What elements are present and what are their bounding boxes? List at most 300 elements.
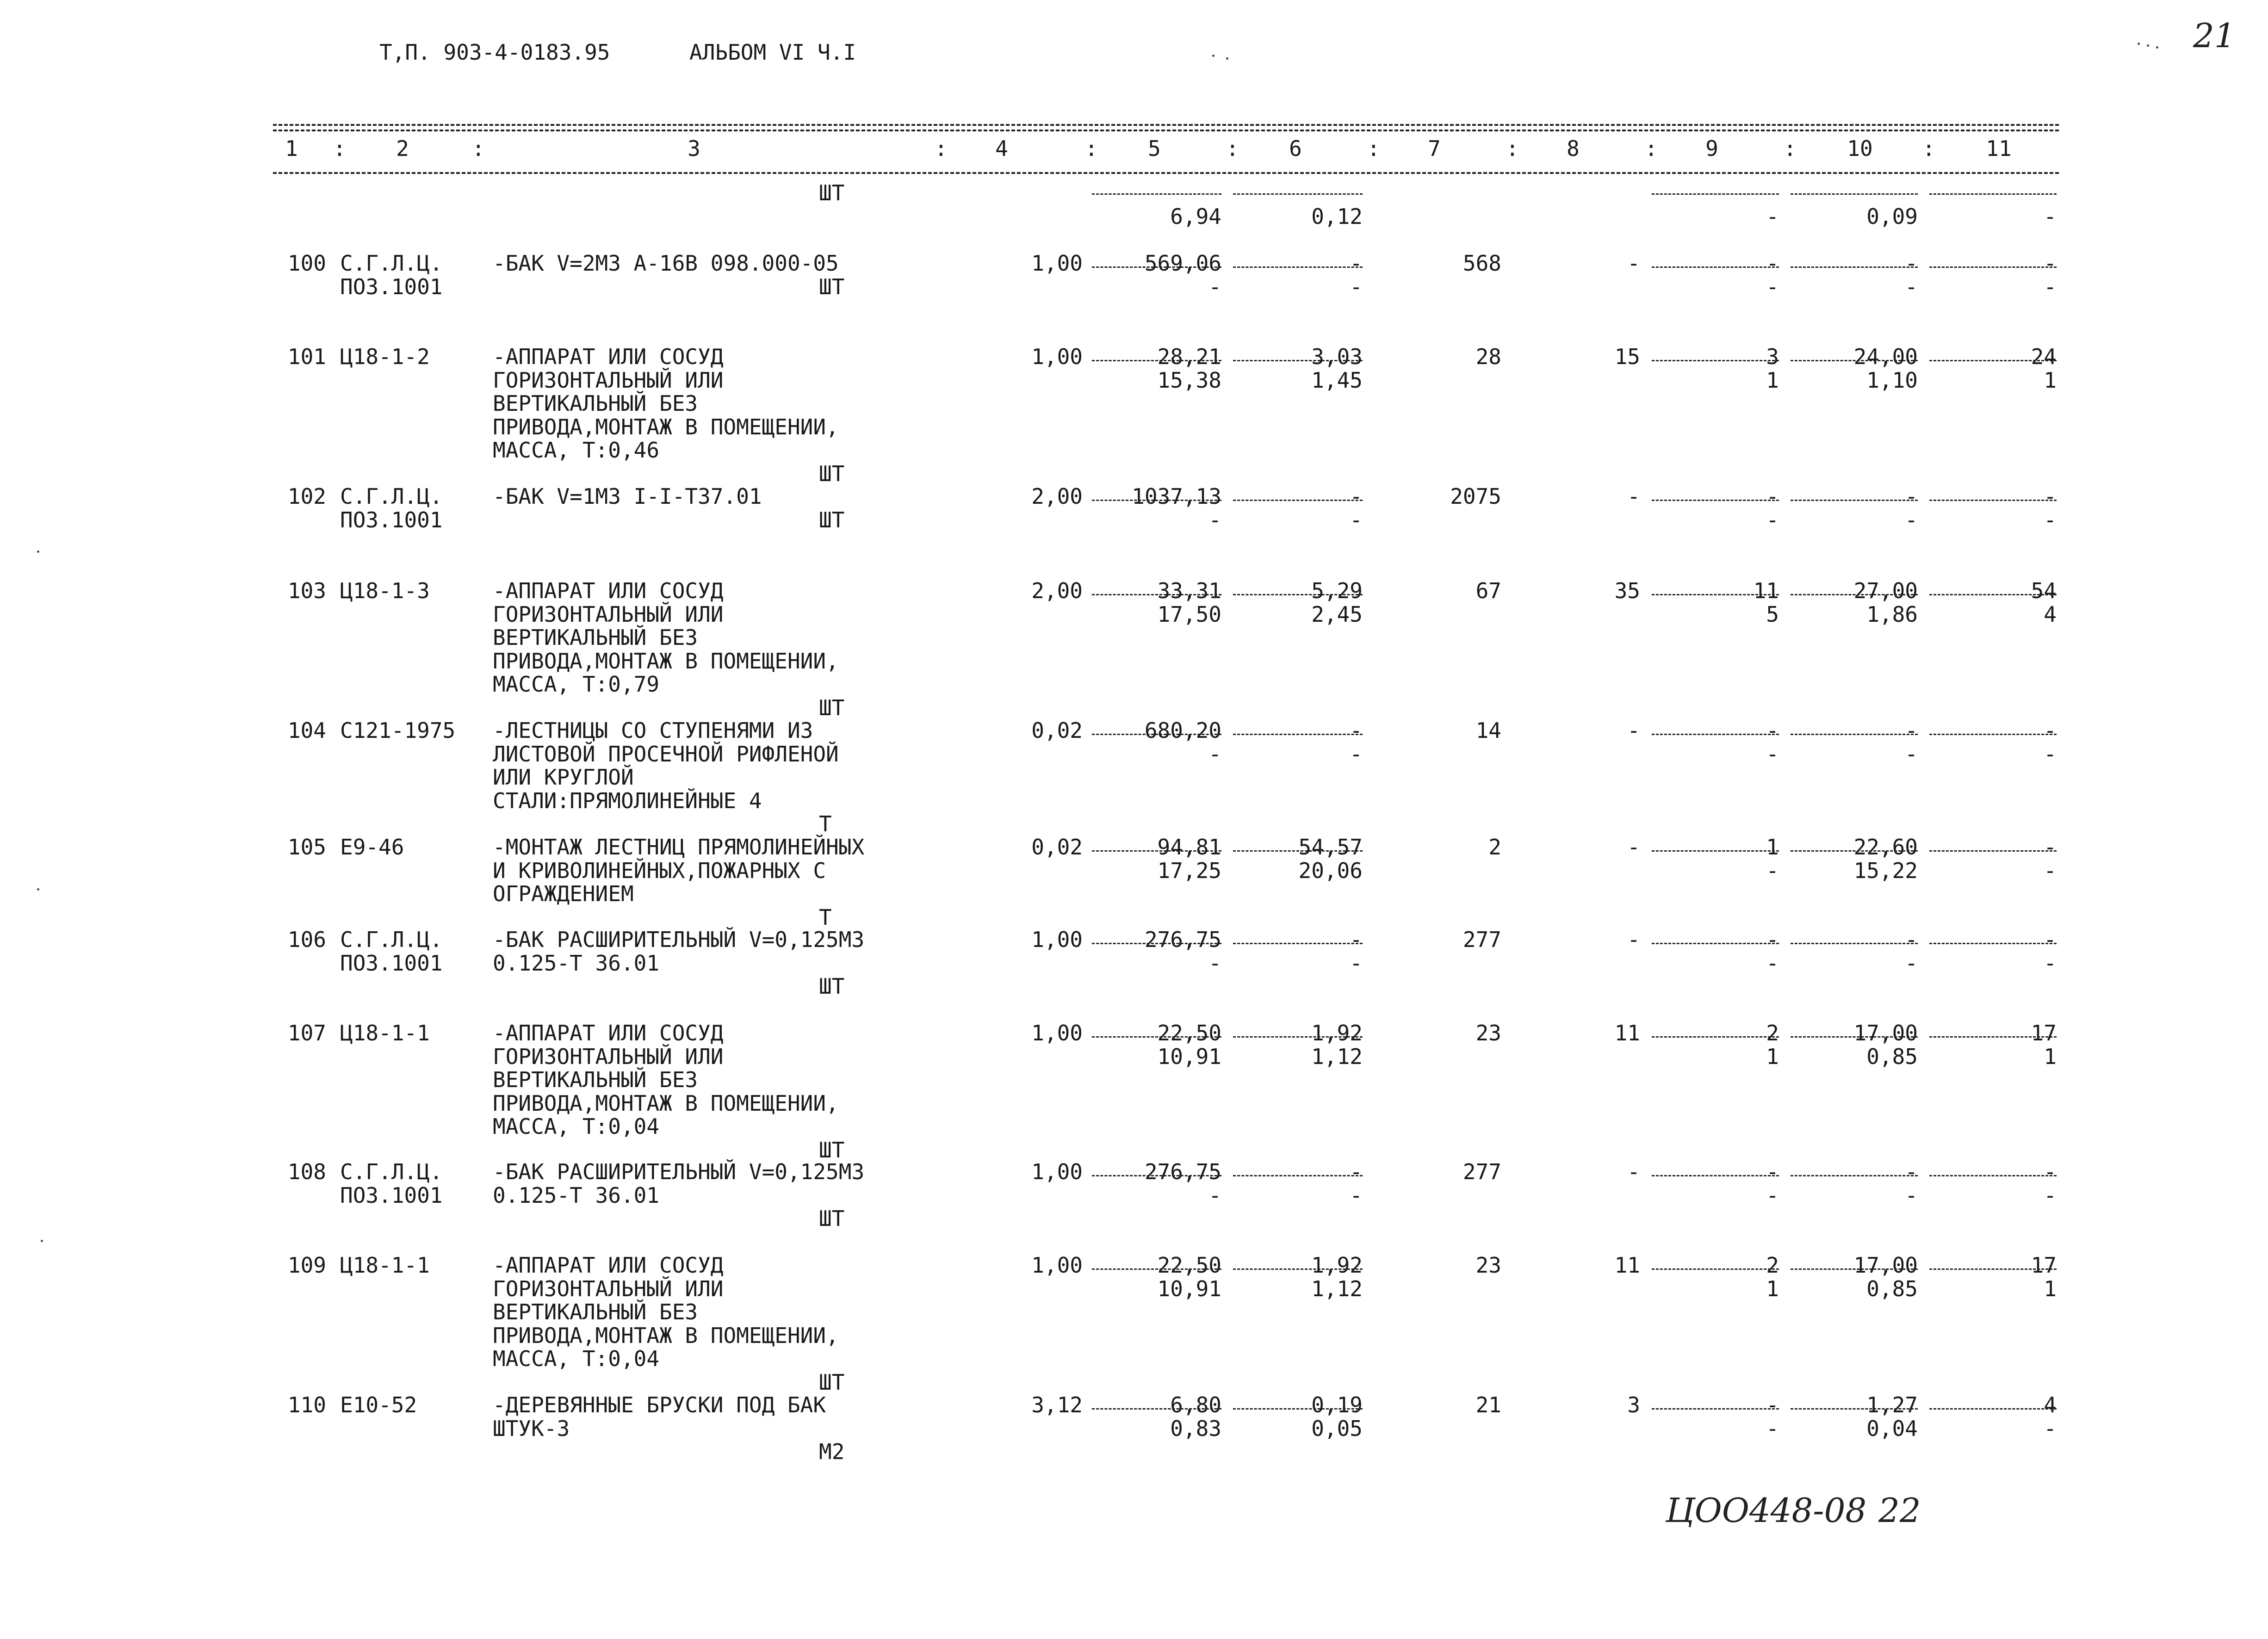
item-code: Ц18-1-3 xyxy=(340,578,430,603)
sub-divider xyxy=(1233,500,1363,501)
sub-divider xyxy=(1791,193,1918,195)
cell-col11-lower: - xyxy=(2044,204,2057,229)
item-code: Е10-52 xyxy=(340,1392,417,1417)
unit-label: Т xyxy=(819,811,832,836)
sub-divider xyxy=(1791,500,1918,501)
cell-col8: 15 xyxy=(1614,344,1640,369)
cell-col10-lower: - xyxy=(1905,1182,1918,1208)
item-description: ГОРИЗОНТАЛЬНЫЙ ИЛИ xyxy=(493,601,724,627)
cell-col8: - xyxy=(1627,484,1640,509)
cell-col6: - xyxy=(1350,251,1363,276)
cell-col10-lower: - xyxy=(1905,507,1918,532)
scan-speck xyxy=(2138,43,2140,45)
item-description: -БАК V=2М3 А-16В 098.000-05 xyxy=(493,251,839,276)
cell-col9: 3 xyxy=(1766,344,1779,369)
column-header: 8 xyxy=(1567,136,1580,161)
sub-divider xyxy=(1233,850,1363,852)
row-number: 109 xyxy=(287,1253,326,1278)
cell-col6-lower: - xyxy=(1350,274,1363,299)
cell-col5: 276,75 xyxy=(1144,1159,1221,1184)
row-number: 100 xyxy=(287,251,326,276)
sub-divider xyxy=(1092,943,1221,944)
column-header: 5 xyxy=(1148,136,1161,161)
cell-col10: - xyxy=(1905,251,1918,276)
sub-divider xyxy=(1791,1036,1918,1038)
quantity: 2,00 xyxy=(1031,484,1083,509)
column-separator: : xyxy=(1645,136,1658,161)
sub-divider xyxy=(1233,266,1363,268)
cell-col9-lower: - xyxy=(1766,1182,1779,1208)
unit-label: ШТ xyxy=(819,695,845,720)
item-code: С121-1975 xyxy=(340,718,456,743)
cell-col5-lower: 10,91 xyxy=(1157,1044,1221,1069)
sub-divider xyxy=(1929,1408,2057,1410)
cell-col5: 1037,13 xyxy=(1132,484,1221,509)
sub-divider xyxy=(1652,734,1779,735)
header-rule-top xyxy=(273,124,2059,126)
cell-col9: - xyxy=(1766,1159,1779,1184)
column-header: 10 xyxy=(1847,136,1873,161)
item-code: С.Г.Л.Ц. xyxy=(340,251,443,276)
sub-divider xyxy=(1791,1175,1918,1176)
quantity: 3,12 xyxy=(1031,1392,1083,1417)
scan-speck xyxy=(2156,46,2158,49)
cell-col6-lower: - xyxy=(1350,507,1363,532)
item-description: МАССА, Т:0,79 xyxy=(493,672,660,697)
cell-col9: - xyxy=(1766,1392,1779,1417)
item-description: ГОРИЗОНТАЛЬНЫЙ ИЛИ xyxy=(493,367,724,393)
cell-col6-lower: 0,12 xyxy=(1311,204,1363,229)
cell-col9: - xyxy=(1766,927,1779,952)
sub-divider xyxy=(1929,360,2057,361)
quantity: 1,00 xyxy=(1031,251,1083,276)
column-separator: : xyxy=(472,136,485,161)
cell-col9-lower: 1 xyxy=(1766,1276,1779,1301)
sub-divider xyxy=(1233,1408,1363,1410)
unit-label: ШТ xyxy=(819,507,845,532)
sub-divider xyxy=(1092,594,1221,595)
quantity: 1,00 xyxy=(1031,1253,1083,1278)
cell-col5: 6,80 xyxy=(1170,1392,1221,1417)
sub-divider xyxy=(1791,943,1918,944)
row-number: 101 xyxy=(287,344,326,369)
cell-col10-lower: 1,10 xyxy=(1866,367,1918,393)
cell-col10: 27,00 xyxy=(1853,578,1918,603)
cell-col11-lower: - xyxy=(2044,1416,2057,1441)
sub-divider xyxy=(1233,1268,1363,1270)
album-label: АЛЬБОМ VI Ч.I xyxy=(689,40,856,65)
column-header: 3 xyxy=(688,136,700,161)
column-separator: : xyxy=(1367,136,1380,161)
column-separator: : xyxy=(935,136,948,161)
cell-col10-lower: - xyxy=(1905,950,1918,976)
scan-speck xyxy=(37,550,39,553)
sub-divider xyxy=(1233,734,1363,735)
column-header: 9 xyxy=(1705,136,1718,161)
item-code: ПОЗ.1001 xyxy=(340,274,443,299)
item-description: СТАЛИ:ПРЯМОЛИНЕЙНЫЕ 4 xyxy=(493,788,762,813)
item-description: ВЕРТИКАЛЬНЫЙ БЕЗ xyxy=(493,1067,698,1092)
cell-col9: 11 xyxy=(1753,578,1779,603)
cell-col6: 3,03 xyxy=(1311,344,1363,369)
sub-divider xyxy=(1092,1175,1221,1176)
quantity: 1,00 xyxy=(1031,1021,1083,1045)
cell-col5: 28,21 xyxy=(1157,344,1221,369)
sub-divider xyxy=(1092,500,1221,501)
cell-col9-lower: - xyxy=(1766,507,1779,532)
cell-col9-lower: 5 xyxy=(1766,601,1779,627)
cell-col11-lower: 4 xyxy=(2044,601,2057,627)
quantity: 2,00 xyxy=(1031,578,1083,603)
unit-label: ШТ xyxy=(819,974,845,999)
unit-label: ШТ xyxy=(819,461,845,486)
cell-col11-lower: - xyxy=(2044,274,2057,299)
cell-col8: 11 xyxy=(1614,1253,1640,1278)
cell-col8: - xyxy=(1627,1159,1640,1184)
sub-divider xyxy=(1929,1175,2057,1176)
cell-col10-lower: 0,04 xyxy=(1866,1416,1918,1441)
sub-divider xyxy=(1929,1268,2057,1270)
cell-col6-lower: - xyxy=(1350,741,1363,767)
cell-col5-lower: - xyxy=(1208,1182,1221,1208)
footer-stamp: ЦОО448-08 xyxy=(1666,1491,1867,1530)
column-header: 6 xyxy=(1289,136,1302,161)
item-description: -АППАРАТ ИЛИ СОСУД xyxy=(493,1021,724,1045)
cell-col10-lower: 0,85 xyxy=(1866,1044,1918,1069)
cell-col9: - xyxy=(1766,251,1779,276)
cell-col9-lower: - xyxy=(1766,858,1779,883)
cell-col6: 5,29 xyxy=(1311,578,1363,603)
sub-divider xyxy=(1652,1036,1779,1038)
cell-col11: - xyxy=(2044,484,2057,509)
cell-col5-lower: 17,50 xyxy=(1157,601,1221,627)
sub-divider xyxy=(1092,360,1221,361)
sub-divider xyxy=(1092,193,1221,195)
column-header: 1 xyxy=(285,136,298,161)
cell-col6-lower: 1,12 xyxy=(1311,1044,1363,1069)
item-description: -ДЕРЕВЯННЫЕ БРУСКИ ПОД БАК xyxy=(493,1392,826,1417)
column-separator: : xyxy=(1922,136,1935,161)
sub-divider xyxy=(1092,266,1221,268)
row-number: 105 xyxy=(287,835,326,860)
cell-col11-lower: - xyxy=(2044,507,2057,532)
item-description: ВЕРТИКАЛЬНЫЙ БЕЗ xyxy=(493,1299,698,1324)
cell-col10: 17,00 xyxy=(1853,1021,1918,1045)
scan-speck xyxy=(41,1240,43,1242)
cell-col11: 24 xyxy=(2031,344,2057,369)
item-description: ГОРИЗОНТАЛЬНЫЙ ИЛИ xyxy=(493,1276,724,1301)
item-code: Ц18-1-1 xyxy=(340,1253,430,1278)
cell-col9-lower: - xyxy=(1766,950,1779,976)
row-number: 104 xyxy=(287,718,326,743)
item-description: -АППАРАТ ИЛИ СОСУД xyxy=(493,1253,724,1278)
cell-col6: 0,19 xyxy=(1311,1392,1363,1417)
cell-col7: 28 xyxy=(1475,344,1501,369)
sub-divider xyxy=(1652,193,1779,195)
sub-divider xyxy=(1092,734,1221,735)
cell-col11-lower: - xyxy=(2044,1182,2057,1208)
sub-divider xyxy=(1652,1268,1779,1270)
cell-col10-lower: 0,85 xyxy=(1866,1276,1918,1301)
sub-divider xyxy=(1791,734,1918,735)
cell-col10: - xyxy=(1905,1159,1918,1184)
cell-col10-lower: - xyxy=(1905,741,1918,767)
sub-divider xyxy=(1092,1408,1221,1410)
header-rule-bottom xyxy=(273,172,2059,174)
cell-col6-lower: - xyxy=(1350,1182,1363,1208)
sub-divider xyxy=(1233,943,1363,944)
column-separator: : xyxy=(1085,136,1098,161)
item-description: -БАК РАСШИРИТЕЛЬНЫЙ V=0,125М3 xyxy=(493,1159,865,1184)
row-number: 103 xyxy=(287,578,326,603)
cell-col10-lower: - xyxy=(1905,274,1918,299)
cell-col6: - xyxy=(1350,1159,1363,1184)
cell-col9: 2 xyxy=(1766,1253,1779,1278)
sub-divider xyxy=(1092,1036,1221,1038)
column-separator: : xyxy=(1506,136,1519,161)
cell-col11: 17 xyxy=(2031,1021,2057,1045)
sub-divider xyxy=(1929,1036,2057,1038)
cell-col10: - xyxy=(1905,927,1918,952)
cell-col6-lower: 1,12 xyxy=(1311,1276,1363,1301)
cell-col9: 2 xyxy=(1766,1021,1779,1045)
sub-divider xyxy=(1929,850,2057,852)
item-description: ЛИСТОВОЙ ПРОСЕЧНОЙ РИФЛЕНОЙ xyxy=(493,741,839,767)
cell-col10: - xyxy=(1905,484,1918,509)
cell-col5-lower: - xyxy=(1208,741,1221,767)
cell-col6-lower: 2,45 xyxy=(1311,601,1363,627)
item-description: ВЕРТИКАЛЬНЫЙ БЕЗ xyxy=(493,625,698,650)
item-description: ШТУК-3 xyxy=(493,1416,570,1441)
cell-col7: 21 xyxy=(1475,1392,1501,1417)
sub-divider xyxy=(1092,850,1221,852)
cell-col5-lower: 15,38 xyxy=(1157,367,1221,393)
cell-col11-lower: 1 xyxy=(2044,367,2057,393)
column-separator: : xyxy=(333,136,346,161)
cell-col6: 54,57 xyxy=(1298,835,1363,860)
column-separator: : xyxy=(1784,136,1797,161)
column-header: 11 xyxy=(1986,136,2012,161)
cell-col7: 277 xyxy=(1462,927,1501,952)
unit-label: Т xyxy=(819,904,832,930)
cell-col6: 1,92 xyxy=(1311,1253,1363,1278)
cell-col8: 11 xyxy=(1614,1021,1640,1045)
sub-divider xyxy=(1652,500,1779,501)
cell-col5-lower: 6,94 xyxy=(1170,204,1221,229)
item-description: -АППАРАТ ИЛИ СОСУД xyxy=(493,344,724,369)
cell-col8: - xyxy=(1627,251,1640,276)
cell-col11: 4 xyxy=(2044,1392,2057,1417)
cell-col5: 33,31 xyxy=(1157,578,1221,603)
item-description: 0.125-Т 36.01 xyxy=(493,950,660,976)
item-code: ПОЗ.1001 xyxy=(340,950,443,976)
column-header: 4 xyxy=(995,136,1008,161)
item-code: Е9-46 xyxy=(340,835,404,860)
cell-col6: - xyxy=(1350,927,1363,952)
cell-col8: 35 xyxy=(1614,578,1640,603)
item-description: -АППАРАТ ИЛИ СОСУД xyxy=(493,578,724,603)
cell-col7: 14 xyxy=(1475,718,1501,743)
doc-id: Т,П. 903-4-0183.95 xyxy=(379,40,610,65)
item-description: МАССА, Т:0,04 xyxy=(493,1114,660,1139)
sub-divider xyxy=(1233,594,1363,595)
cell-col9: - xyxy=(1766,484,1779,509)
row-number: 102 xyxy=(287,484,326,509)
item-description: ПРИВОДА,МОНТАЖ В ПОМЕЩЕНИИ, xyxy=(493,414,839,439)
cell-col5-lower: 0,83 xyxy=(1170,1416,1221,1441)
unit-label: ШТ xyxy=(819,274,845,299)
cell-col9-lower: - xyxy=(1766,741,1779,767)
cell-col6: 1,92 xyxy=(1311,1021,1363,1045)
column-header: 7 xyxy=(1428,136,1441,161)
sub-divider xyxy=(1233,193,1363,195)
cell-col8: - xyxy=(1627,927,1640,952)
item-code: ПОЗ.1001 xyxy=(340,1182,443,1208)
cell-col11: 17 xyxy=(2031,1253,2057,1278)
sub-divider xyxy=(1791,266,1918,268)
sub-divider xyxy=(1233,360,1363,361)
sub-divider xyxy=(1233,1036,1363,1038)
column-header: 2 xyxy=(396,136,409,161)
cell-col5: 276,75 xyxy=(1144,927,1221,952)
cell-col11: - xyxy=(2044,1159,2057,1184)
cell-col10-lower: 1,86 xyxy=(1866,601,1918,627)
row-number: 108 xyxy=(287,1159,326,1184)
sub-divider xyxy=(1791,594,1918,595)
row-number: 107 xyxy=(287,1021,326,1045)
cell-col9: 1 xyxy=(1766,835,1779,860)
item-code: Ц18-1-2 xyxy=(340,344,430,369)
cell-col8: 3 xyxy=(1627,1392,1640,1417)
cell-col5: 22,50 xyxy=(1157,1253,1221,1278)
cell-col5-lower: 17,25 xyxy=(1157,858,1221,883)
column-separator: : xyxy=(1226,136,1239,161)
cell-col5-lower: - xyxy=(1208,950,1221,976)
cell-col6-lower: 0,05 xyxy=(1311,1416,1363,1441)
cell-col7: 23 xyxy=(1475,1021,1501,1045)
cell-col10: - xyxy=(1905,718,1918,743)
cell-col5: 94,81 xyxy=(1157,835,1221,860)
item-description: -БАК РАСШИРИТЕЛЬНЫЙ V=0,125М3 xyxy=(493,927,865,952)
scan-speck xyxy=(1226,57,1228,60)
unit-label: ШТ xyxy=(819,1137,845,1163)
cell-col10: 1,27 xyxy=(1866,1392,1918,1417)
cell-col11-lower: - xyxy=(2044,741,2057,767)
row-number: 106 xyxy=(287,927,326,952)
cell-col5-lower: - xyxy=(1208,507,1221,532)
cell-col5: 680,20 xyxy=(1144,718,1221,743)
sub-divider xyxy=(1652,943,1779,944)
item-code: ПОЗ.1001 xyxy=(340,507,443,532)
item-description: ГОРИЗОНТАЛЬНЫЙ ИЛИ xyxy=(493,1044,724,1069)
cell-col11: - xyxy=(2044,718,2057,743)
scan-speck xyxy=(37,888,39,891)
sub-divider xyxy=(1652,1175,1779,1176)
sub-divider xyxy=(1929,266,2057,268)
item-description: МАССА, Т:0,04 xyxy=(493,1346,660,1371)
sub-divider xyxy=(1791,850,1918,852)
quantity: 1,00 xyxy=(1031,927,1083,952)
cell-col5: 569,06 xyxy=(1144,251,1221,276)
cell-col5-lower: - xyxy=(1208,274,1221,299)
cell-col11: 54 xyxy=(2031,578,2057,603)
cell-col11-lower: - xyxy=(2044,858,2057,883)
item-description: -МОНТАЖ ЛЕСТНИЦ ПРЯМОЛИНЕЙНЫХ xyxy=(493,835,865,860)
sub-divider xyxy=(1652,594,1779,595)
cell-col9-lower: - xyxy=(1766,204,1779,229)
cell-col11-lower: 1 xyxy=(2044,1044,2057,1069)
scan-speck xyxy=(1212,55,1215,57)
cell-col6: - xyxy=(1350,484,1363,509)
unit-label: ШТ xyxy=(819,1369,845,1395)
cell-col11: - xyxy=(2044,251,2057,276)
cell-col10: 22,60 xyxy=(1853,835,1918,860)
cell-col8: - xyxy=(1627,835,1640,860)
item-description: ПРИВОДА,МОНТАЖ В ПОМЕЩЕНИИ, xyxy=(493,648,839,674)
cell-col9: - xyxy=(1766,718,1779,743)
sub-divider xyxy=(1929,500,2057,501)
unit-label: ШТ xyxy=(819,180,845,205)
cell-col11: - xyxy=(2044,927,2057,952)
sub-divider xyxy=(1791,1408,1918,1410)
unit-label: М2 xyxy=(819,1439,845,1464)
cell-col6: - xyxy=(1350,718,1363,743)
sub-divider xyxy=(1929,734,2057,735)
sub-divider xyxy=(1929,594,2057,595)
quantity: 0,02 xyxy=(1031,835,1083,860)
quantity: 0,02 xyxy=(1031,718,1083,743)
item-description: -БАК V=1М3 I-I-Т37.01 xyxy=(493,484,762,509)
item-code: С.Г.Л.Ц. xyxy=(340,927,443,952)
cell-col10: 24,00 xyxy=(1853,344,1918,369)
cell-col7: 568 xyxy=(1462,251,1501,276)
unit-label: ШТ xyxy=(819,1206,845,1231)
item-description: ИЛИ КРУГЛОЙ xyxy=(493,765,634,790)
scan-speck xyxy=(2147,44,2149,47)
sub-divider xyxy=(1652,1408,1779,1410)
sub-divider xyxy=(1791,1268,1918,1270)
item-code: С.Г.Л.Ц. xyxy=(340,1159,443,1184)
item-code: Ц18-1-1 xyxy=(340,1021,430,1045)
cell-col7: 67 xyxy=(1475,578,1501,603)
cell-col11: - xyxy=(2044,835,2057,860)
sub-divider xyxy=(1929,943,2057,944)
cell-col7: 277 xyxy=(1462,1159,1501,1184)
sub-divider xyxy=(1233,1175,1363,1176)
cell-col5-lower: 10,91 xyxy=(1157,1276,1221,1301)
row-number: 110 xyxy=(287,1392,326,1417)
item-description: ПРИВОДА,МОНТАЖ В ПОМЕЩЕНИИ, xyxy=(493,1323,839,1348)
cell-col6-lower: 20,06 xyxy=(1298,858,1363,883)
cell-col11-lower: 1 xyxy=(2044,1276,2057,1301)
quantity: 1,00 xyxy=(1031,1159,1083,1184)
quantity: 1,00 xyxy=(1031,344,1083,369)
item-description: МАССА, Т:0,46 xyxy=(493,438,660,463)
footer-page-number: 22 xyxy=(1878,1491,1921,1530)
sub-divider xyxy=(1791,360,1918,361)
cell-col9-lower: 1 xyxy=(1766,367,1779,393)
cell-col7: 2 xyxy=(1488,835,1501,860)
item-description: ВЕРТИКАЛЬНЫЙ БЕЗ xyxy=(493,391,698,416)
cell-col7: 23 xyxy=(1475,1253,1501,1278)
cell-col5: 22,50 xyxy=(1157,1021,1221,1045)
cell-col10-lower: 0,09 xyxy=(1866,204,1918,229)
cell-col7: 2075 xyxy=(1450,484,1501,509)
sub-divider xyxy=(1652,850,1779,852)
cell-col10-lower: 15,22 xyxy=(1853,858,1918,883)
page-mark: 21 xyxy=(2193,16,2236,55)
cell-col9-lower: - xyxy=(1766,1416,1779,1441)
